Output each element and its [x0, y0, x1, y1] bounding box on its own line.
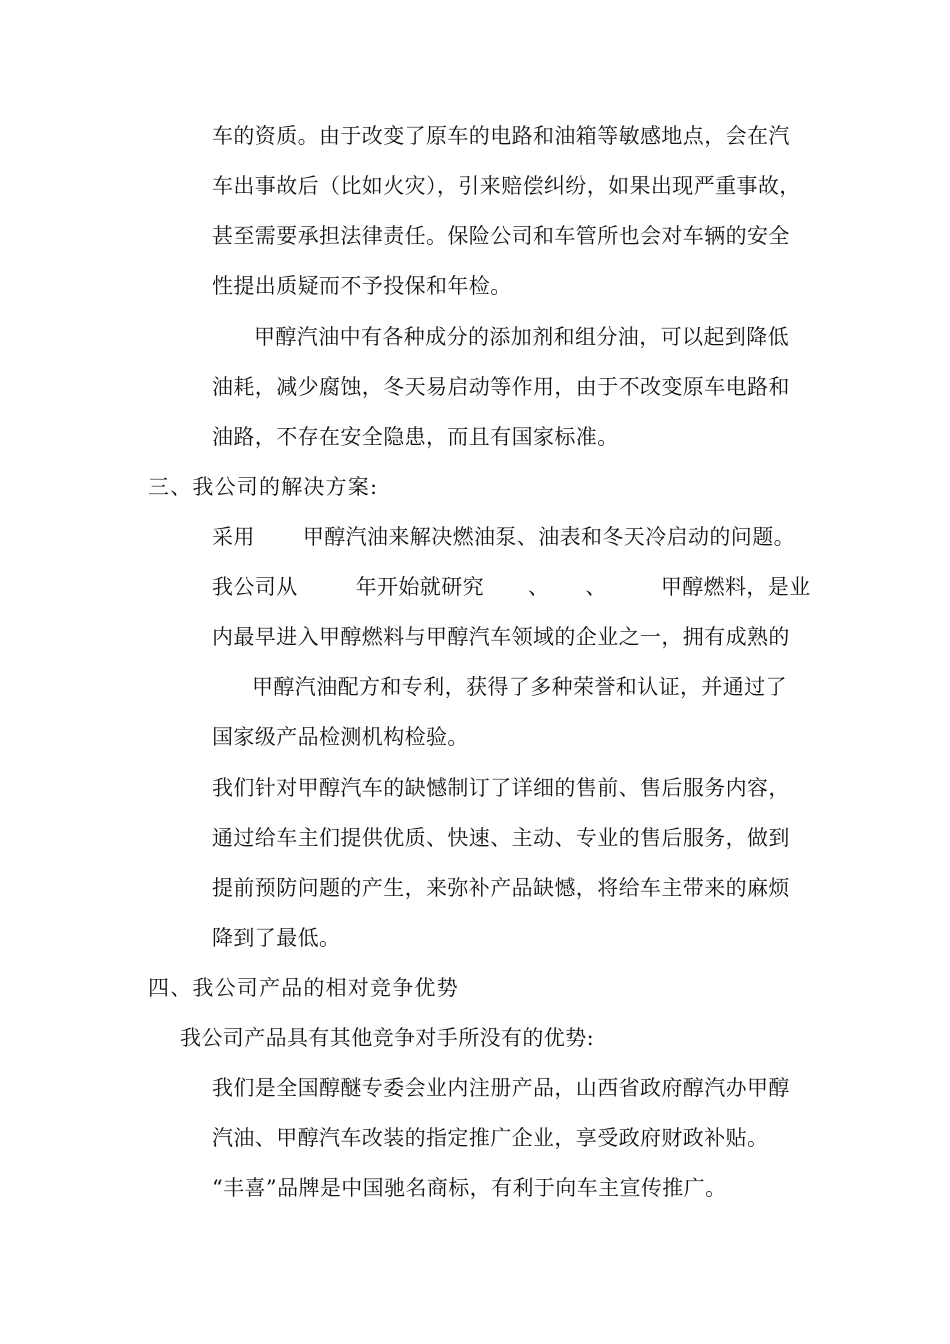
paragraph-line: 车的资质。由于改变了原车的电路和油箱等敏感地点，会在汽 — [212, 124, 790, 148]
text-fragment: 年开始就研究 — [355, 575, 485, 599]
paragraph-line: 性提出质疑而不予投保和年检。 — [212, 274, 512, 298]
paragraph-line: 车出事故后（比如火灾），引来赔偿纠纷，如果出现严重事故， — [212, 174, 801, 198]
paragraph-line: 国家级产品检测机构检验。 — [212, 725, 469, 749]
paragraph-line: 通过给车主们提供优质、快速、主动、专业的售后服务，做到 — [212, 826, 790, 850]
paragraph-line: 内最早进入甲醇燃料与甲醇汽车领域的企业之一，拥有成熟的 — [212, 625, 790, 649]
paragraph-line: 汽油、甲醇汽车改装的指定推广企业，享受政府财政补贴。 — [212, 1126, 769, 1150]
paragraph-line: 油路，不存在安全隐患，而且有国家标准。 — [212, 425, 619, 449]
paragraph-line: 我们针对甲醇汽车的缺憾制订了详细的售前、售后服务内容， — [212, 776, 790, 800]
section-heading: 四、我公司产品的相对竞争优势 — [148, 976, 459, 1000]
paragraph-line: 提前预防问题的产生，来弥补产品缺憾，将给车主带来的麻烦 — [212, 876, 790, 900]
paragraph-line: 降到了最低。 — [212, 926, 341, 950]
text-fragment: 我公司从 — [212, 575, 298, 599]
paragraph-line: 油耗，减少腐蚀，冬天易启动等作用，由于不改变原车电路和 — [212, 375, 790, 399]
paragraph-line: 甚至需要承担法律责任。保险公司和车管所也会对车辆的安全 — [212, 224, 790, 248]
paragraph-line: 甲醇汽油中有各种成分的添加剂和组分油，可以起到降低 — [254, 325, 789, 349]
section-heading: 三、我公司的解决方案: — [148, 475, 379, 499]
text-fragment: 、 — [585, 575, 607, 599]
text-fragment: 采用 — [212, 525, 255, 549]
paragraph-line: “丰喜”品牌是中国驰名商标，有利于向车主宣传推广。 — [212, 1176, 727, 1200]
paragraph-line: 甲醇汽油配方和专利，获得了多种荣誉和认证，并通过了 — [252, 675, 787, 699]
text-fragment: 甲醇汽油来解决燃油泵、油表和冬天冷启动的问题。 — [302, 525, 796, 549]
paragraph-line — [212, 572, 811, 602]
paragraph-line: 我们是全国醇醚专委会业内注册产品，山西省政府醇汽办甲醇 — [212, 1076, 790, 1100]
text-fragment: 、 — [528, 575, 550, 599]
text-fragment: 甲醇燃料，是业 — [660, 575, 811, 599]
paragraph-line — [212, 522, 795, 552]
paragraph-line: 我公司产品具有其他竞争对手所没有的优势: — [180, 1026, 595, 1050]
